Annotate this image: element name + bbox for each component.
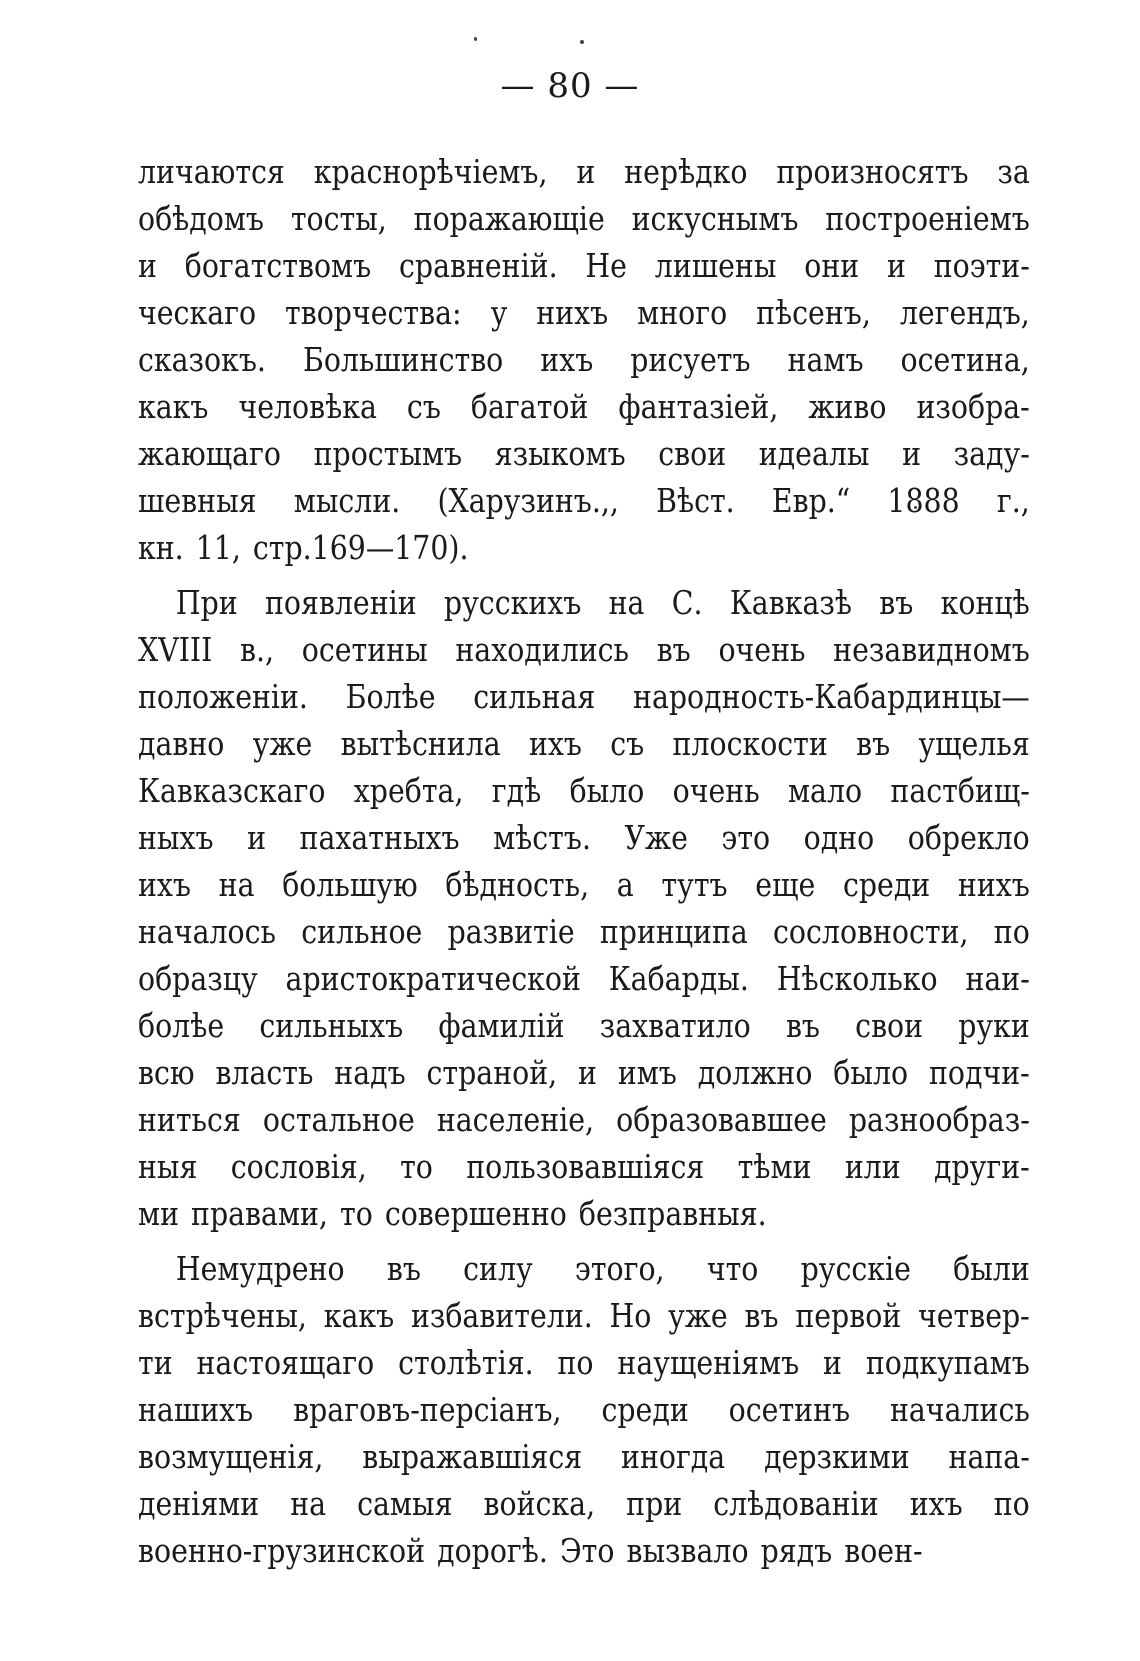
text-line: военно-грузинской дорогѣ. Это вызвало рядъ воен-	[138, 1531, 923, 1570]
text-line: давно уже вытѣснила ихъ съ плоскости въ ущелья	[138, 724, 1030, 763]
text-line: шевныя мысли. (Харузинъ.,, Вѣст. Евр.“ 1888 г.,	[138, 481, 1030, 520]
text-line: Немудрено въ силу этого, что русскіе были	[175, 1249, 1030, 1288]
text-line: сказокъ. Большинство ихъ рисуетъ намъ осетина,	[138, 340, 1030, 379]
text-line: Кавказскаго хребта, гдѣ было очень мало пастбищ-	[138, 771, 1030, 810]
text-line: ниться остальное населеніе, образовавшее разнообраз-	[138, 1100, 1030, 1139]
page-number: — 80 —	[500, 66, 640, 106]
text-line: ческаго творчества: у нихъ много пѣсенъ, легендъ,	[138, 293, 1030, 332]
text-line: личаются краснорѣчіемъ, и нерѣдко произносятъ за	[138, 152, 1030, 191]
text-line: началось сильное развитіе принципа сословности, по	[138, 912, 1030, 951]
text-line: всю власть надъ страной, и имъ должно было подчи-	[138, 1053, 1030, 1092]
text-line: XVIII в., осетины находились въ очень незавидномъ	[138, 630, 1030, 669]
text-line: возмущенія, выражавшіяся иногда дерзкими напа-	[138, 1437, 1030, 1476]
text-line: и богатствомъ сравненій. Не лишены они и поэти-	[138, 246, 1030, 285]
paragraph	[138, 579, 1030, 1237]
text-line: нашихъ враговъ-персіанъ, среди осетинъ начались	[138, 1390, 1030, 1429]
text-line: встрѣчены, какъ избавители. Но уже въ первой четвер-	[138, 1296, 1030, 1335]
text-line: кн. 11, стр.169—170).	[138, 528, 469, 567]
text-line: жающаго простымъ языкомъ свои идеалы и заду-	[138, 434, 1030, 473]
text-line: ихъ на большую бѣдность, а тутъ еще среди нихъ	[138, 865, 1030, 904]
text-line: ми правами, то совершенно безправныя.	[138, 1194, 767, 1233]
text-line: При появленіи русскихъ на С. Кавказѣ въ концѣ	[175, 583, 1030, 622]
paragraph	[138, 148, 1030, 571]
text-line: ныя сословія, то пользовавшіяся тѣми или други-	[138, 1147, 1030, 1186]
text-line: ныхъ и пахатныхъ мѣстъ. Уже это одно обрекло	[138, 818, 1030, 857]
paragraph	[138, 1245, 1030, 1574]
text-line: образцу аристократической Кабарды. Нѣсколько наи-	[138, 959, 1030, 998]
text-line: ти настоящаго столѣтія. по наущеніямъ и подкупамъ	[138, 1343, 1030, 1382]
text-line: болѣе сильныхъ фамилій захватило въ свои руки	[138, 1006, 1030, 1045]
text-line: деніями на самыя войска, при слѣдованіи ихъ по	[138, 1484, 1030, 1523]
body-text	[138, 148, 1030, 1574]
text-line: обѣдомъ тосты, поражающіе искуснымъ построеніемъ	[138, 199, 1030, 238]
text-line: положеніи. Болѣе сильная народность-Кабардинцы—	[138, 677, 1030, 716]
text-line: какъ человѣка съ багатой фантазіей, живо изобра-	[138, 387, 1030, 426]
